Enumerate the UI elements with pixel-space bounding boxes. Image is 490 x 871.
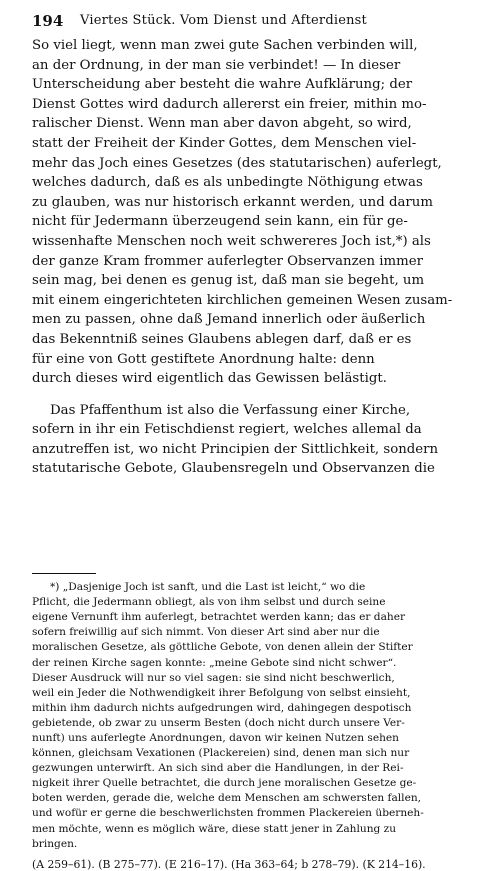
text-line: gebietende, ob zwar zu unserm Besten (doch nicht durch unsere Ver-: [32, 716, 405, 729]
text-line: weil ein Jeder die Nothwendigkeit ihrer Befolgung von selbst einsieht,: [32, 686, 411, 699]
page-number: 194: [32, 12, 64, 30]
text-line: nunft) uns auferlegte Anordnungen, davon wir keinen Nutzen sehen: [32, 732, 400, 744]
text-line: bringen.: [32, 837, 78, 850]
text-line: wissenhafte Menschen noch weit schwereres Joch ist,*) als: [32, 233, 431, 249]
text-line: nigkeit ihrer Quelle betrachtet, die durch jene moralischen Gesetze ge-: [32, 777, 417, 790]
footnote: [32, 580, 462, 852]
text-line: sofern in ihr ein Fetischdienst regiert, welches allemal da: [32, 422, 422, 438]
text-line: und wofür er gerne die beschwerlichsten frommen Plackereien überneh-: [32, 807, 424, 820]
text-line: welches dadurch, daß es als unbedingte Nöthigung etwas: [32, 175, 423, 191]
text-line: nicht für Jedermann überzeugend sein kann, ein für ge-: [32, 214, 408, 230]
running-head: Viertes Stück. Vom Dienst und Afterdienst: [80, 13, 367, 28]
text-line: gezwungen unterwirft. An sich sind aber die Handlungen, in der Rei-: [32, 762, 404, 775]
footnote-rule: [32, 573, 96, 574]
text-line: sofern freiwillig auf sich nimmt. Von dieser Art sind aber nur die: [32, 626, 380, 639]
text-line: der ganze Kram frommer auferlegter Observanzen immer: [32, 253, 423, 269]
paragraph-2: [32, 401, 462, 479]
text-line: men zu passen, ohne daß Jemand innerlich oder äußerlich: [32, 312, 426, 328]
text-line: *) „Dasjenige Joch ist sanft, und die Last ist leicht,“ wo die: [50, 581, 366, 594]
text-line: mehr das Joch eines Gesetzes (des statutarischen) auferlegt,: [32, 155, 442, 171]
text-line: Dienst Gottes wird dadurch allererst ein freier, mithin mo-: [32, 96, 427, 112]
text-line: der reinen Kirche sagen konnte: „meine Gebote sind nicht schwer“.: [32, 656, 397, 669]
text-line: mit einem eingerichteten kirchlichen gemeinen Wesen zusam-: [32, 292, 453, 308]
text-line: Pflicht, die Jedermann obliegt, als von ihm selbst und durch seine: [32, 596, 386, 609]
text-line: statt der Freiheit der Kinder Gottes, dem Menschen viel-: [32, 135, 417, 151]
text-line: an der Ordnung, in der man sie verbindet! — In dieser: [32, 57, 401, 73]
text-line: moralischen Gesetze, als göttliche Gebote, von denen allein der Stifter: [32, 641, 413, 654]
text-line: men möchte, wenn es möglich wäre, diese statt jener in Zahlung zu: [32, 822, 397, 835]
text-line: eigene Vernunft ihm auferlegt, betrachtet werden kann; das er daher: [32, 611, 406, 624]
text-line: sein mag, bei denen es genug ist, daß man sie begeht, um: [32, 273, 425, 289]
text-line: mithin ihm dadurch nichts aufgedrungen wird, dahingegen despotisch: [32, 701, 412, 714]
text-line: anzutreffen ist, wo nicht Principien der Sittlichkeit, sondern: [32, 441, 439, 457]
text-line: können, gleichsam Vexationen (Plackereien) sind, denen man sich nur: [32, 747, 410, 760]
text-line: das Bekenntniß seines Glaubens ablegen darf, daß er es: [32, 331, 412, 347]
page-header: [32, 10, 462, 34]
text-line: Dieser Ausdruck will nur so viel sagen: sie sind nicht beschwerlich,: [32, 671, 395, 684]
text-line: Unterscheidung aber besteht die wahre Aufklärung; der: [32, 77, 413, 93]
text-line: ralischer Dienst. Wenn man aber davon abgeht, so wird,: [32, 116, 412, 132]
main-text: [32, 36, 462, 479]
text-line: boten werden, gerade die, welche dem Menschen am schwersten fallen,: [32, 792, 422, 805]
text-line: durch dieses wird eigentlich das Gewissen belästigt.: [32, 371, 387, 387]
book-page: [32, 10, 462, 871]
text-line: So viel liegt, wenn man zwei gute Sachen verbinden will,: [32, 38, 418, 53]
text-line: Das Pfaffenthum ist also die Verfassung einer Kirche,: [50, 402, 411, 418]
text-line: statutarische Gebote, Glaubensregeln und Observanzen die: [32, 461, 435, 477]
edition-references: (A 259–61). (B 275–77). (E 216–17). (Ha 363–64; b 278–79). (K 214–16).: [32, 857, 426, 871]
paragraph-1: [32, 36, 462, 389]
text-line: zu glauben, was nur historisch erkannt werden, und darum: [32, 194, 433, 210]
text-line: für eine von Gott gestiftete Anordnung halte: denn: [32, 351, 375, 367]
